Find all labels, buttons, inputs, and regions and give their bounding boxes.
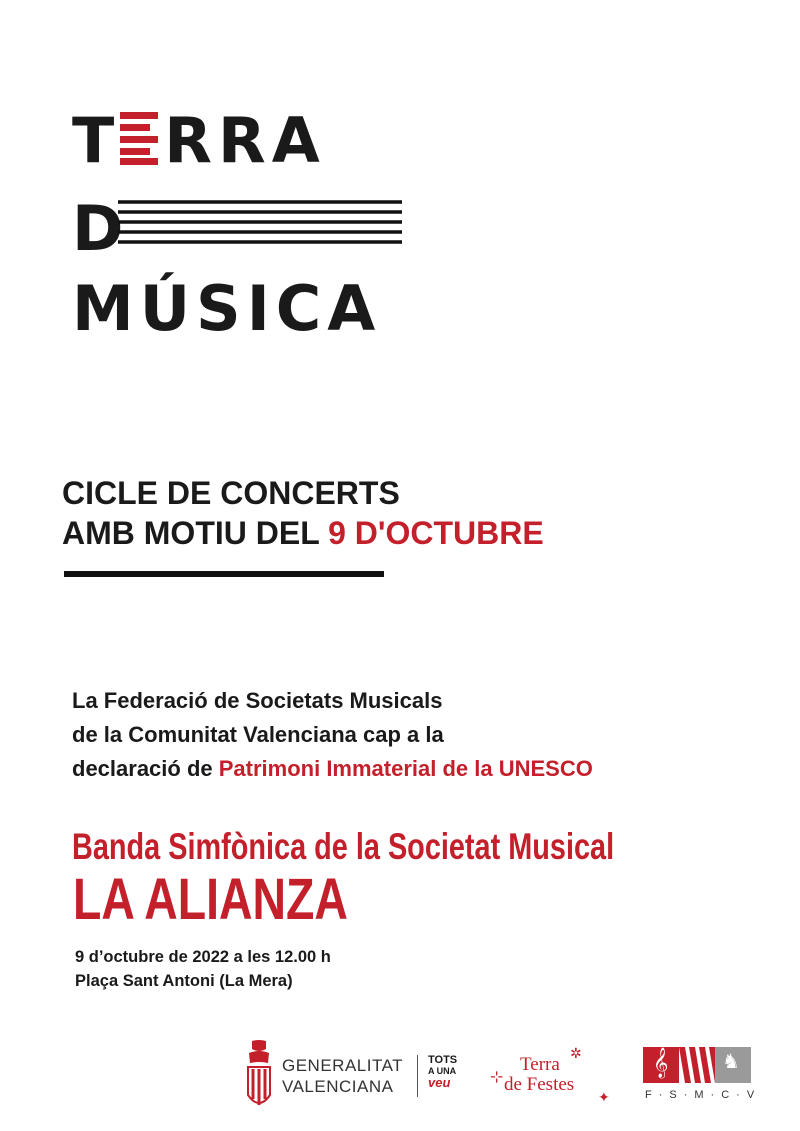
fsmcv-emblem-icon: 𝄞 ♞ bbox=[643, 1047, 751, 1083]
intro-line-1: La Federació de Societats Musicals bbox=[72, 688, 443, 713]
intro-prefix: declaració de bbox=[72, 756, 219, 781]
band-subtitle: Banda Simfònica de la Societat Musical bbox=[72, 826, 615, 867]
logo-line-terra bbox=[72, 104, 326, 177]
fsmcv-logo bbox=[643, 1047, 762, 1107]
headline-prefix: AMB MOTIU DEL bbox=[62, 515, 329, 551]
terra-de-musica-logo bbox=[0, 0, 800, 360]
music-staff-icon bbox=[118, 198, 402, 250]
tdf-line-2: de Festes bbox=[504, 1074, 575, 1095]
fsmcv-letters: F·S·M·C·V bbox=[645, 1089, 762, 1101]
generalitat-line-2: VALENCIANA bbox=[282, 1077, 394, 1096]
intro-line-3 bbox=[72, 752, 593, 786]
intro-text bbox=[72, 684, 593, 786]
headline bbox=[62, 473, 544, 553]
headline-underline-divider bbox=[64, 571, 384, 577]
generalitat-line-1: GENERALITAT bbox=[282, 1056, 404, 1075]
sparkle-icon: ✲ bbox=[570, 1045, 582, 1061]
sparkle-icon: ✦ bbox=[598, 1089, 610, 1105]
headline-line-2 bbox=[62, 513, 544, 553]
event-date: 9 d’octubre de 2022 a les 12.00 h bbox=[75, 948, 331, 966]
footer-logos bbox=[0, 1035, 800, 1115]
tots-a-una-veu-logo bbox=[428, 1055, 457, 1088]
footer-divider bbox=[417, 1055, 418, 1097]
intro-line-2: de la Comunitat Valenciana cap a la bbox=[72, 722, 444, 747]
event-place: Plaça Sant Antoni (La Mera) bbox=[75, 972, 293, 990]
logo-red-e-icon bbox=[120, 110, 160, 162]
band-name: LA ALIANZA bbox=[73, 867, 348, 932]
terra-de-festes-text bbox=[504, 1055, 574, 1095]
tdf-line-1: Terra bbox=[520, 1054, 560, 1075]
sparkle-icon: ⊹ bbox=[490, 1069, 504, 1086]
event-details bbox=[75, 945, 331, 993]
generalitat-shield-icon bbox=[244, 1039, 274, 1111]
logo-letter-t: T bbox=[72, 104, 121, 177]
terra-de-festes-logo bbox=[490, 1045, 620, 1115]
tots-line-2: A UNA bbox=[428, 1066, 457, 1076]
logo-word-musica: MÚSICA bbox=[72, 272, 382, 345]
logo-line-musica bbox=[72, 272, 382, 345]
tots-line-1: TOTS bbox=[428, 1054, 458, 1066]
generalitat-name bbox=[282, 1055, 403, 1097]
logo-letter-d: D bbox=[72, 192, 130, 265]
headline-line-1: CICLE DE CONCERTS bbox=[62, 475, 400, 511]
headline-date-highlight: 9 D'OCTUBRE bbox=[328, 515, 544, 551]
logo-letters-rra: RRA bbox=[164, 104, 326, 177]
intro-highlight: Patrimoni Immaterial de la UNESCO bbox=[218, 756, 593, 781]
tots-line-3: veu bbox=[428, 1075, 451, 1090]
